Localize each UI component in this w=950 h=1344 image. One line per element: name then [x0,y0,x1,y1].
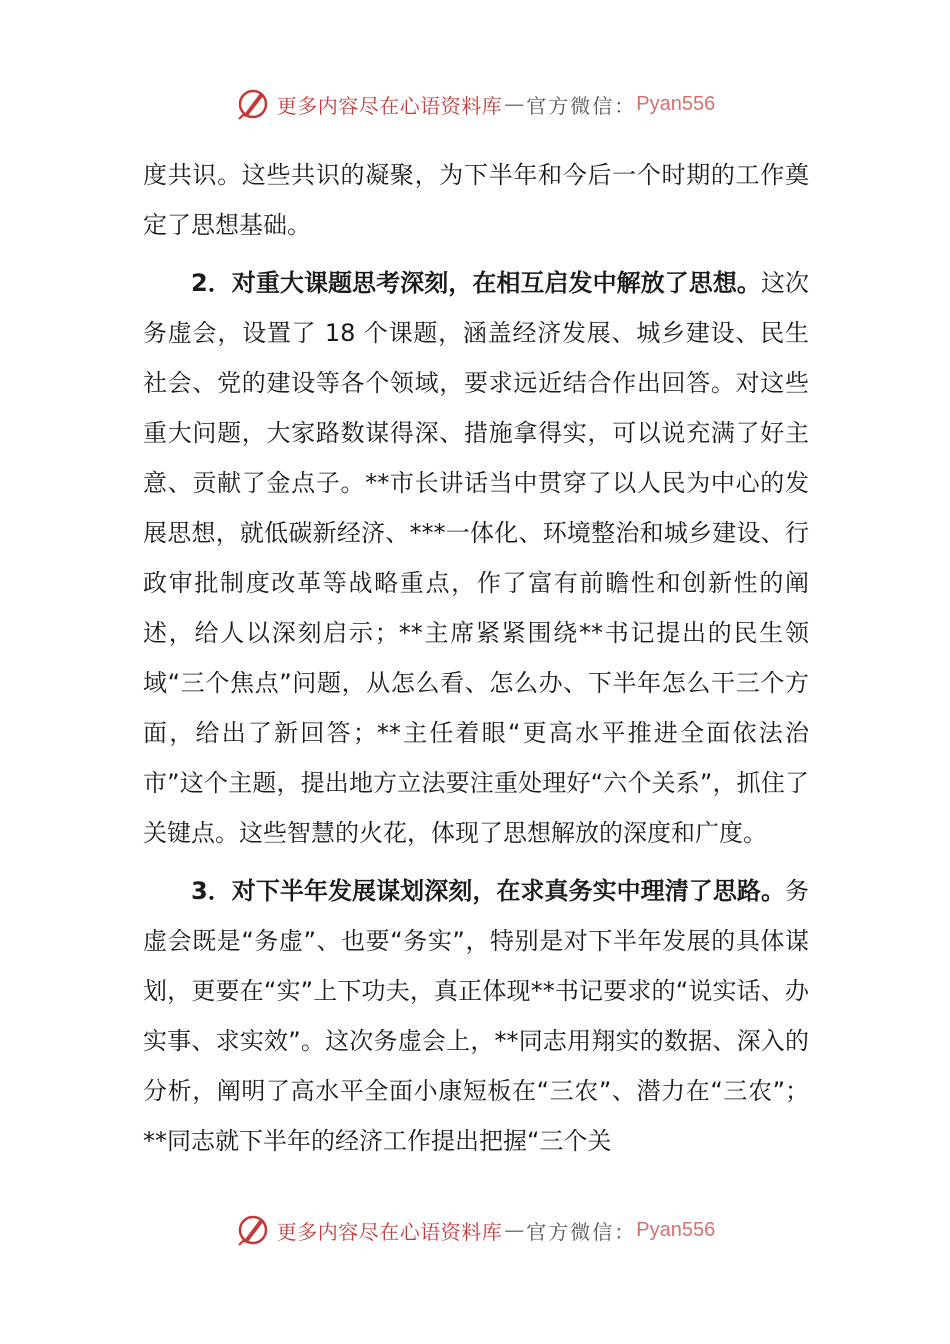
banner-wechat-id: Pyan556 [636,1218,716,1241]
paragraph-3 [143,866,809,1166]
banner-text: 更多内容尽在心语资料库 [276,1219,503,1244]
banner-wechat-id: Pyan556 [636,92,716,115]
header-banner [0,84,950,124]
paragraph-2 [143,258,809,858]
banner-wechat-label: 官方微信： [526,93,637,118]
footer-banner [0,1210,950,1250]
paragraph-2-body: 这次务虚会，设置了 18 个课题，涵盖经济发展、城乡建设、民生社会、党的建设等各个领域，要求远近结合作出回答。对这些重大问题，大家路数谋得深、措施拿得实，可以说充满了好主意、贡献了金点子。**市长讲话当中贯穿了以人民为中心的发展思想，就低碳新经济、***一体化、环境整治和城乡建设、行政审批制度改革等战略重点，作了富有前瞻性和创新性的阐述，给人以深刻启示；**主席紧紧围绕**书记提出的民生领域“三个焦点”问题，从怎么看、怎么办、下半年怎么干三个方面，给出了新回答；**主任着眼“更高水平推进全面依法治市”这个主题，提出地方立法要注重处理好“六个关系”，抓住了关键点。这些智慧的火花，体现了思想解放的深度和广度。 [143,269,810,847]
paragraph-3-heading: 3．对下半年发展谋划深刻，在求真务实中理清了思路。 [191,877,785,905]
paragraph-1 [143,150,809,250]
paragraph-2-heading: 2．对重大课题思考深刻，在相互启发中解放了思想。 [191,269,761,297]
document-body [143,150,809,1166]
quill-logo-icon [235,1212,271,1248]
paragraph-3-body: 务虚会既是“务虚”、也要“务实”，特别是对下半年发展的具体谋划，更要在“实”上下功夫，真正体现**书记要求的“说实话、办实事、求实效”。这次务虚会上，**同志用翔实的数据、深入的分析，阐明了高水平全面小康短板在“三农”、潜力在“三农”；**同志就下半年的经济工作提出把握“三个关 [143,877,809,1155]
banner-dash: — [504,1218,525,1242]
banner-dash: — [504,92,525,116]
quill-logo-icon [235,86,271,122]
paragraph-1-body: 度共识。这些共识的凝聚，为下半年和今后一个时期的工作奠定了思想基础。 [143,161,809,239]
banner-wechat-label: 官方微信： [526,1219,637,1244]
banner-text: 更多内容尽在心语资料库 [276,93,503,118]
